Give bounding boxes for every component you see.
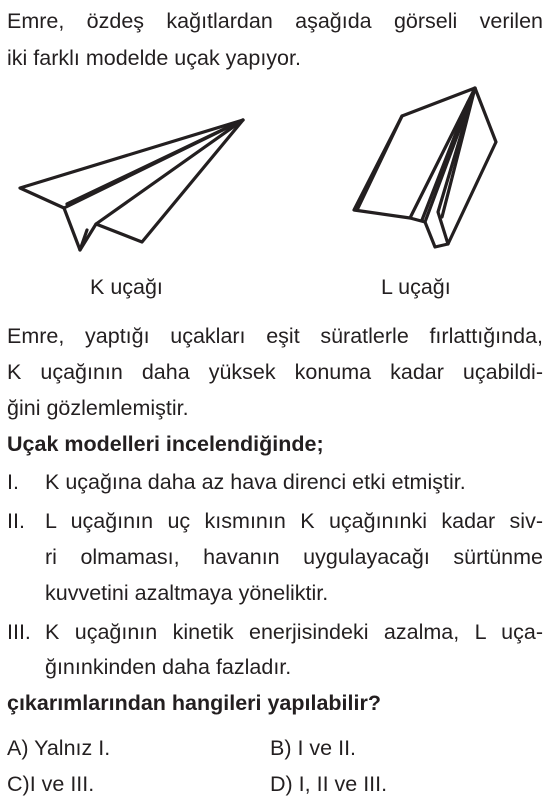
k-plane-illustration: [12, 112, 252, 252]
option-b[interactable]: [270, 735, 356, 761]
option-letter: D): [270, 772, 293, 796]
option-letter: C): [7, 772, 30, 796]
l-plane-illustration: [350, 82, 500, 252]
intro-line-1: Emre, özdeş kağıtlardan aşağıda görseli verilen: [7, 9, 543, 33]
option-letter: A): [7, 736, 29, 760]
l-plane-caption: L uçağı: [381, 275, 451, 299]
intro-line-2: iki farklı modelde uçak yapıyor.: [7, 46, 301, 70]
option-d[interactable]: [270, 771, 387, 797]
option-text: I, II ve III.: [298, 772, 388, 796]
option-c[interactable]: [7, 771, 94, 797]
context-line-1: Emre, yaptığı uçakları eşit süratlerle fırlattığında,: [7, 324, 543, 348]
option-letter: B): [270, 736, 292, 760]
context-line-3: ğini gözlemlemiştir.: [7, 396, 189, 420]
statement-text: kuvvetini azaltmaya yöneliktir.: [45, 581, 329, 605]
statement-text: L uçağının uç kısmının K uçağınınki kadar siv-: [45, 509, 543, 533]
question-text: çıkarımlarından hangileri yapılabilir?: [7, 691, 381, 715]
statement-number: III.: [7, 620, 31, 644]
option-text: I ve III.: [29, 772, 95, 796]
statement-text: ri olmaması, havanın uygulayacağı sürtünme: [45, 545, 543, 569]
option-text: Yalnız I.: [34, 736, 111, 760]
statement-number: II.: [7, 509, 25, 533]
context-line-2: K uçağının daha yüksek konuma kadar uçabildi-: [7, 360, 543, 384]
option-a[interactable]: [7, 735, 110, 761]
option-text: I ve II.: [297, 736, 357, 760]
statement-text: ğınınkinden daha fazladır.: [45, 655, 292, 679]
k-plane-caption: K uçağı: [90, 275, 163, 299]
statement-text: K uçağına daha az hava direnci etki etmiştir.: [45, 470, 466, 494]
question-prompt: Uçak modelleri incelendiğinde;: [7, 432, 324, 456]
statement-text: K uçağının kinetik enerjisindeki azalma, L uça-: [45, 620, 543, 644]
statement-number: I.: [7, 470, 19, 494]
